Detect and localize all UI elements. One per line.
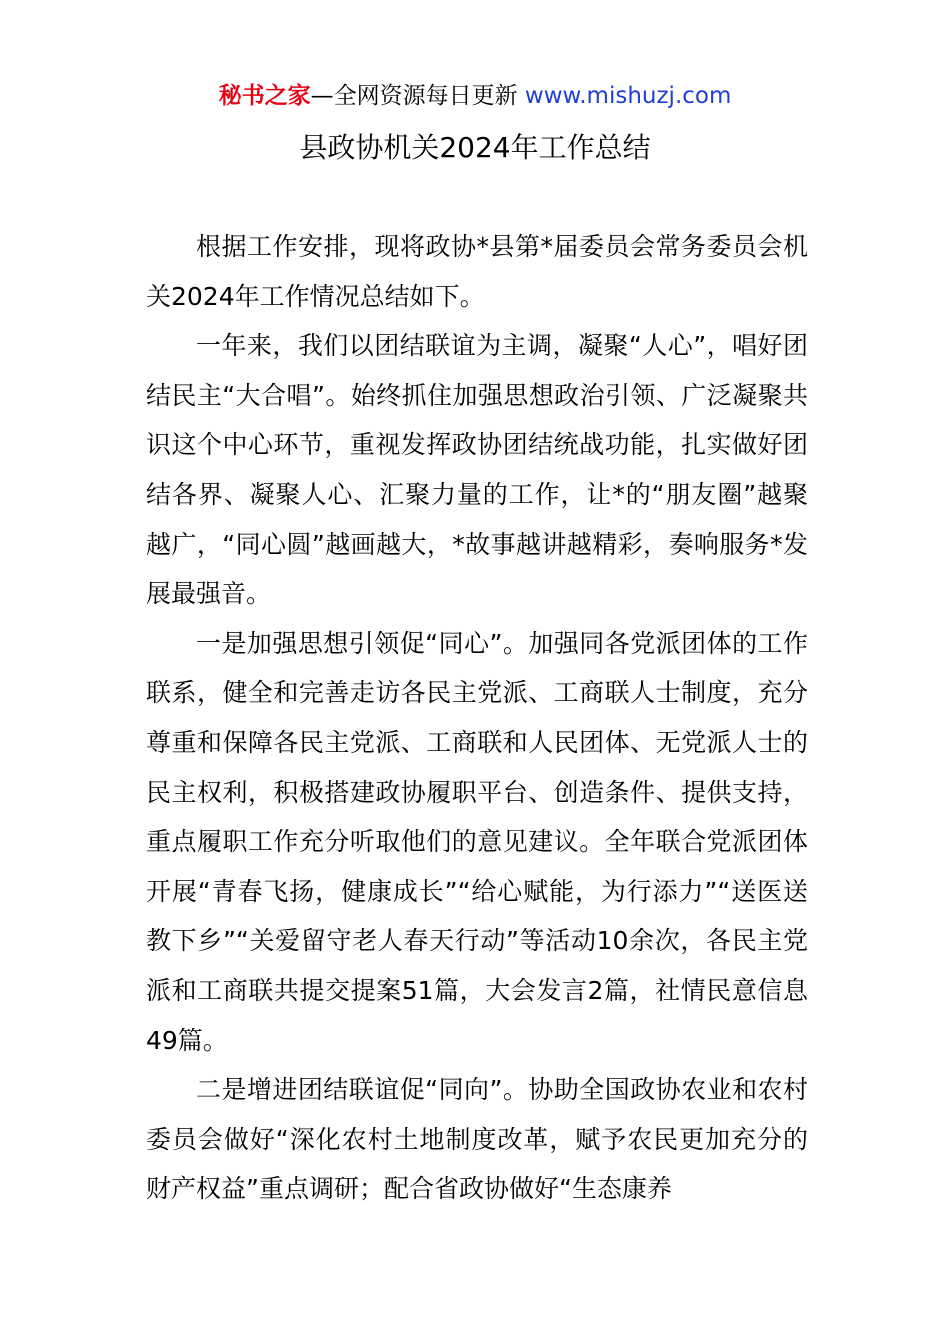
site-url-link[interactable]: www.mishuzj.com bbox=[524, 83, 732, 109]
paragraph-intro: 根据工作安排，现将政协*县第*届委员会常务委员会机关2024年工作情况总结如下。 bbox=[146, 232, 808, 311]
site-header bbox=[0, 80, 950, 112]
document-title: 县政协机关2024年工作总结 bbox=[299, 131, 651, 164]
paragraph-item-one: 一是加强思想引领促“同心”。加强同各党派团体的工作联系，健全和完善走访各民主党派、工商联人士制度，充分尊重和保障各民主党派、工商联和人民团体、无党派人士的民主权利，积极搭建政协履职平台、创造条件、提供支持，重点履职工作充分听取他们的意见建议。全年联合党派团体开展“青春飞扬，健康成长”“给心赋能，为行添力”“送医送教下乡”“关爱留守老人春天行动”等活动10余次，各民主党派和工商联共提交提案51篇，大会发言2篇，社情民意信息49篇。 bbox=[146, 628, 808, 1055]
paragraph-summary: 一年来，我们以团结联谊为主调，凝聚“人心”，唱好团结民主“大合唱”。始终抓住加强思想政治引领、广泛凝聚共识这个中心环节，重视发挥政协团结统战功能，扎实做好团结各界、凝聚人心、汇聚力量的工作，让*的“朋友圈”越聚越广，“同心圆”越画越大，*故事越讲越精彩，奏响服务*发展最强音。 bbox=[146, 331, 808, 609]
site-tagline: —全网资源每日更新 bbox=[310, 83, 518, 109]
document-body bbox=[146, 222, 808, 1214]
site-brand: 秘书之家 bbox=[218, 83, 311, 109]
paragraph-item-two: 二是增进团结联谊促“同向”。协助全国政协农业和农村委员会做好“深化农村土地制度改革，赋予农民更加充分的财产权益”重点调研；配合省政协做好“生态康养 bbox=[146, 1075, 808, 1204]
